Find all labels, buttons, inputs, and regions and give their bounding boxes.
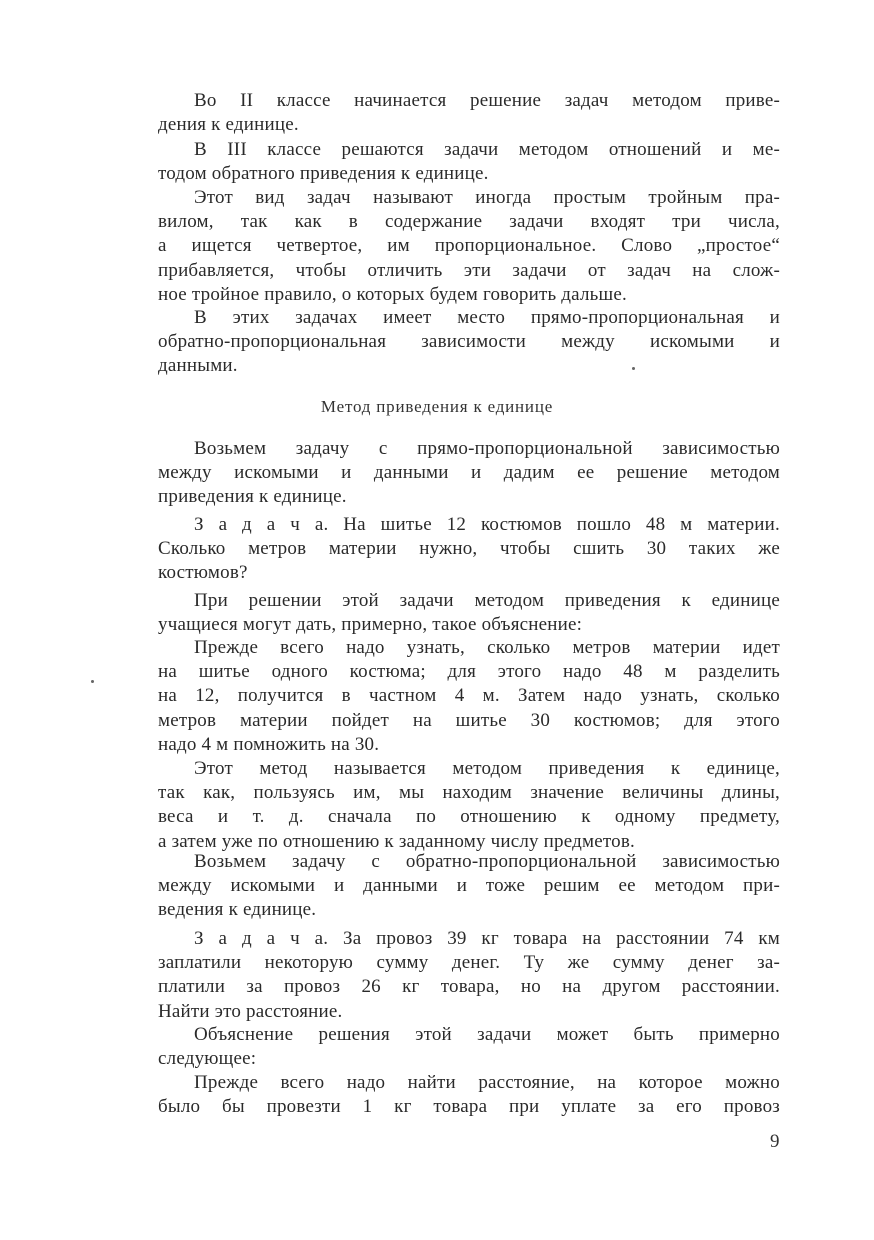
paragraph-line: В этих задачах имеет место прямо-пропорциональная и [194,307,780,328]
paragraph-line: между искомыми и данными и тоже решим ее методом при- [158,875,780,896]
paragraph-line: учащиеся могут дать, примерно, такое объяснение: [158,614,583,636]
paragraph-line: а затем уже по отношению к заданному числу предметов. [158,830,635,852]
paragraph-line: тодом обратного приведения к единице. [158,163,489,185]
paragraph-line: Этот вид задач называют иногда простым тройным пра- [194,187,780,208]
paragraph-line: приведения к единице. [158,486,347,508]
paragraph-line: было бы провезти 1 кг товара при уплате за его провоз [158,1096,780,1118]
paragraph-line: ное тройное правило, о которых будем говорить дальше. [158,283,627,305]
paragraph-line: следующее: [158,1048,257,1070]
paragraph-line: метров материи пойдет на шитье 30 костюмов; для этого [158,709,780,731]
paragraph-line: между искомыми и данными и дадим ее решение методом [158,462,780,484]
paragraph-line: В III классе решаются задачи методом отношений и ме- [194,139,780,160]
paragraph-line: на шитье одного костюма; для этого надо 48 м разделить [158,661,780,683]
paragraph-line: прибавляется, чтобы отличить эти задачи от задач на слож- [158,259,780,281]
paragraph-line: Найти это расстояние. [158,1000,343,1022]
paragraph-line: заплатили некоторую сумму денег. Ту же сумму денег за- [158,952,780,974]
paragraph-line: а ищется четвертое, им пропорциональное. Слово „простое“ [158,235,780,257]
scan-speck [91,680,94,683]
paragraph-line: дения к единице. [158,114,299,136]
section-heading: Метод приведения к единице [320,397,554,416]
paragraph-line: платили за провоз 26 кг товара, но на другом расстоянии. [158,976,780,998]
paragraph-line: обратно-пропорциональная зависимости между искомыми и [158,331,780,353]
paragraph-line: на 12, получится в частном 4 м. Затем надо узнать, сколько [158,685,780,707]
paragraph-line: вилом, так как в содержание задачи входят три числа, [158,211,780,233]
paragraph-line: Этот метод называется методом приведения к единице, [194,758,780,779]
paragraph-line: При решении этой задачи методом приведения к единице [194,590,780,611]
paragraph-line: Прежде всего надо узнать, сколько метров материи идет [194,637,780,658]
page-number: 9 [770,1131,780,1152]
paragraph-line: Сколько метров материи нужно, чтобы сшить 30 таких же [158,538,780,560]
paragraph-line: Возьмем задачу с прямо-пропорциональной зависимостью [194,438,780,459]
paragraph-line: Возьмем задачу с обратно-пропорциональной зависимостью [194,851,780,872]
paragraph-line: Во II классе начинается решение задач методом приве- [194,90,780,111]
paragraph-line: костюмов? [158,562,248,584]
paragraph-line: Прежде всего надо найти расстояние, на которое можно [194,1072,780,1093]
paragraph-line: ведения к единице. [158,899,317,920]
paragraph-line: данными. [158,355,238,377]
paragraph-line: З а д а ч а. За провоз 39 кг товара на расстоянии 74 км [194,928,780,949]
paragraph-line: веса и т. д. сначала по отношению к одному предмету, [158,806,780,828]
paragraph-line: надо 4 м помножить на 30. [158,733,380,755]
paragraph-line: Объяснение решения этой задачи может быть примерно [194,1024,780,1045]
paragraph-line: З а д а ч а. На шитье 12 костюмов пошло 48 м материи. [194,514,780,535]
paragraph-line: так как, пользуясь им, мы находим значение величины длины, [158,782,780,804]
